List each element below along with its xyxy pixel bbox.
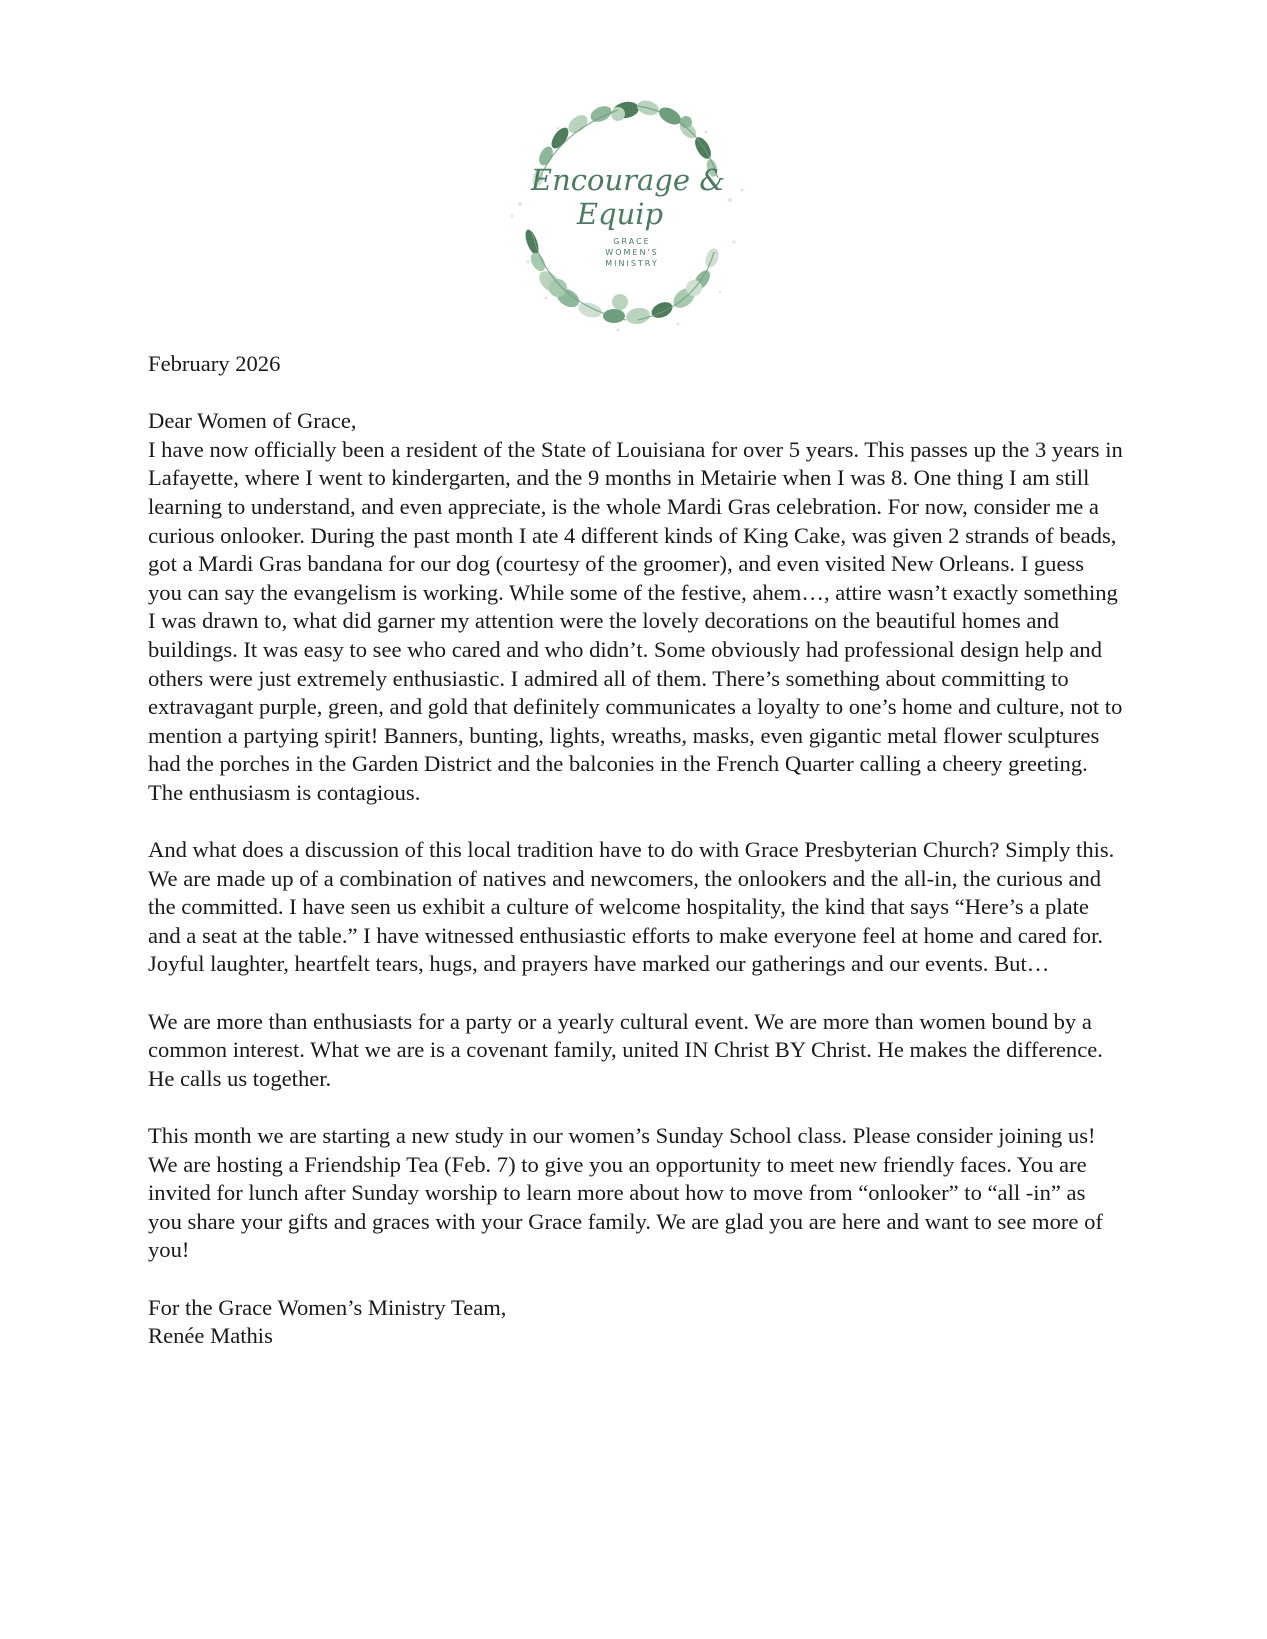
letter-body — [148, 350, 1123, 1351]
spacer — [148, 1265, 1123, 1294]
letter-paragraph-1: I have now officially been a resident of the State of Louisiana for over 5 years. This passes up the 3 years in Lafayette, where I went to kindergarten, and the 9 months in Metairie when I was 8. One thing I am still learning to understand, and even appreciate, is the whole Mardi Gras celebration. For now, consider me a curious onlooker. During the past month I ate 4 different kinds of King Cake, was given 2 strands of beads, got a Mardi Gras bandana for our dog (courtesy of the groomer), and even visited New Orleans. I guess you can say the evangelism is working. While some of the festive, ahem…, attire wasn’t exactly something I was drawn to, what did garner my attention were the lovely decorations on the beautiful homes and buildings. It was easy to see who cared and who didn’t. Some obviously had professional design help and others were just extremely enthusiastic. I admired all of them. There’s something about committing to extravagant purple, green, and gold that definitely communicates a loyalty to one’s home and culture, not to mention a partying spirit! Banners, bunting, lights, wreaths, masks, even gigantic metal flower sculptures had the porches in the Garden District and the balconies in the French Quarter calling a cheery greeting. The enthusiasm is contagious. — [148, 436, 1123, 805]
ministry-logo — [498, 92, 758, 340]
letter-salutation: Dear Women of Grace, — [148, 408, 357, 434]
wreath-logo-graphic — [498, 92, 758, 340]
letter-signature: Renée Mathis — [148, 1323, 273, 1349]
logo-org-line1: GRACE — [613, 237, 651, 246]
letter-closing: For the Grace Women’s Ministry Team, — [148, 1294, 507, 1320]
spacer — [148, 979, 1123, 1008]
logo-org-line3: MINISTRY — [605, 259, 659, 268]
letter-paragraph-2: And what does a discussion of this local tradition have to do with Grace Presbyterian Church? Simply this. We are made up of a combination of natives and newcomers, the onlookers and the all-in, the curious and the committed. I have seen us exhibit a culture of welcome hospitality, the kind that says “Here’s a plate and a seat at the table.” I have witnessed enthusiastic efforts to make everyone feel at home and cared for. Joyful laughter, heartfelt tears, hugs, and prayers have marked our gatherings and our events. But… — [148, 837, 1115, 977]
spacer — [148, 808, 1123, 837]
letter-date: February 2026 — [148, 351, 281, 376]
logo-org-line2: WOMEN'S — [605, 248, 659, 257]
letter-paragraph-4: This month we are starting a new study in our women’s Sunday School class. Please consider joining us! We are hosting a Friendship Tea (Feb. 7) to give you an opportunity to meet new friendly faces. You are invited for lunch after Sunday worship to learn more about how to move from “onlooker” to “all -in” as you share your gifts and graces with your Grace family. We are glad you are here and want to see more of you! — [148, 1123, 1103, 1263]
letter-paragraph-3: We are more than enthusiasts for a party or a yearly cultural event. We are more than women bound by a common interest. What we are is a covenant family, united IN Christ BY Christ. He makes the difference. He calls us together. — [148, 1008, 1103, 1091]
spacer — [148, 1093, 1123, 1122]
logo-script-line2: Equip — [576, 197, 664, 231]
spacer — [148, 379, 1123, 408]
logo-script-line1: Encourage & — [530, 163, 726, 197]
